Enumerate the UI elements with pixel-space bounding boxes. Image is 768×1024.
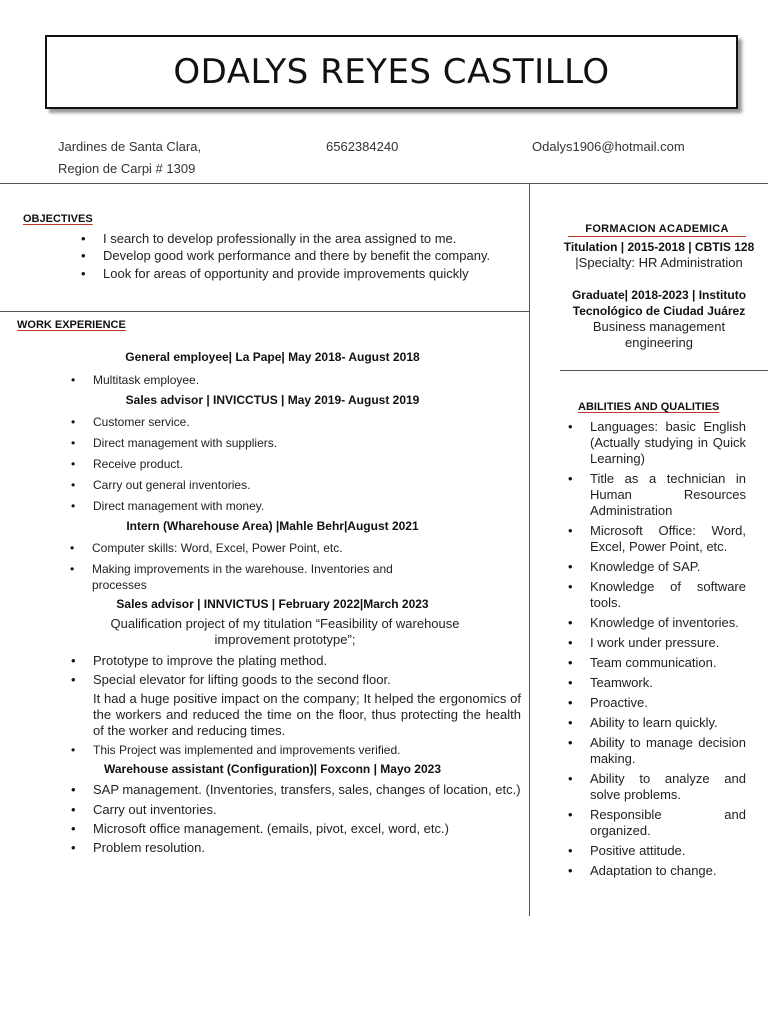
project-impact: It had a huge positive impact on the company; It helped the ergonomics of the workers and reduced the time on the floor, thus protecting the health of the worker and reducing times. <box>93 691 521 738</box>
academic-entry-1 <box>560 239 758 271</box>
job-item: • SAP management. (Inventories, transfers, sales, changes of location, etc.) <box>93 782 521 798</box>
objective-item: • Look for areas of opportunity and provide improvements quickly <box>103 265 498 282</box>
ability-item: • Knowledge of SAP. <box>590 559 746 575</box>
job-item: • Carry out inventories. <box>93 802 521 818</box>
job-item: • Problem resolution. <box>93 840 521 856</box>
job-item: • Direct management with suppliers. <box>93 435 513 451</box>
abilities-title: ABILITIES AND QUALITIES <box>578 401 720 413</box>
objectives-title: OBJECTIVES <box>23 213 93 225</box>
project-intro: Qualification project of my titulation “Feasibility of warehouse improvement prototype”; <box>110 616 460 647</box>
job-items <box>93 742 521 758</box>
job-items <box>93 653 521 688</box>
ability-item: • Ability to analyze and solve problems. <box>590 771 746 803</box>
ability-item: • Languages: basic English (Actually studying in Quick Learning) <box>590 419 746 467</box>
academic-title: FORMACION ACADEMICA <box>568 223 746 237</box>
phone: 6562384240 <box>326 139 399 154</box>
job-items <box>93 414 513 514</box>
academic-entry-1-detail: |Specialty: HR Administration <box>575 255 743 270</box>
academic-entry-1-heading: Titulation | 2015-2018 | CBTIS 128 <box>563 240 755 254</box>
job-heading: Intern (Wharehouse Area) |Mahle Behr|August 2021 <box>126 519 419 533</box>
job-heading: Sales advisor | INVICCTUS | May 2019- August 2019 <box>125 393 420 407</box>
job-item: • Direct management with money. <box>93 498 513 514</box>
job-item: • Computer skills: Word, Excel, Power Point, etc. <box>92 540 432 556</box>
job-item: • Receive product. <box>93 456 513 472</box>
ability-item: • Team communication. <box>590 655 746 671</box>
ability-item: • I work under pressure. <box>590 635 746 651</box>
ability-item: • Ability to manage decision making. <box>590 735 746 767</box>
column-divider <box>529 183 530 916</box>
job-heading: Warehouse assistant (Configuration)| Foxconn | Mayo 2023 <box>104 762 441 776</box>
work-experience-title: WORK EXPERIENCE <box>17 319 126 331</box>
job-heading: Sales advisor | INNVICTUS | February 2022|March 2023 <box>116 597 429 611</box>
job-heading: General employee| La Pape| May 2018- August 2018 <box>125 350 420 364</box>
objective-item: • I search to develop professionally in the area assigned to me. <box>103 230 498 247</box>
objectives-list <box>103 230 498 282</box>
name-box <box>45 35 738 109</box>
job-item: • Customer service. <box>93 414 513 430</box>
job-item: • Special elevator for lifting goods to the second floor. <box>93 672 521 688</box>
job-items <box>93 372 513 388</box>
ability-item: • Knowledge of software tools. <box>590 579 746 611</box>
academic-entry-2 <box>560 287 758 351</box>
ability-item: • Adaptation to change. <box>590 863 746 879</box>
ability-item: • Positive attitude. <box>590 843 746 859</box>
ability-item: • Ability to learn quickly. <box>590 715 746 731</box>
address-line-2: Region de Carpi # 1309 <box>58 161 196 176</box>
address-line-1: Jardines de Santa Clara, <box>58 139 202 154</box>
job-item: • This Project was implemented and improvements verified. <box>93 742 521 758</box>
job-items <box>93 782 521 856</box>
objective-item: • Develop good work performance and there by benefit the company. <box>103 247 498 264</box>
ability-item: • Title as a technician in Human Resources Administration <box>590 471 746 519</box>
job-item: • Prototype to improve the plating method. <box>93 653 521 669</box>
abilities-list <box>590 419 746 883</box>
address <box>58 136 201 180</box>
job-items <box>92 540 432 593</box>
job-item: • Multitask employee. <box>93 372 513 388</box>
header-divider <box>0 183 768 184</box>
candidate-name: ODALYS REYES CASTILLO <box>173 52 610 92</box>
job-item: • Carry out general inventories. <box>93 477 513 493</box>
ability-item: • Responsible and organized. <box>590 807 746 839</box>
ability-item: • Knowledge of inventories. <box>590 615 746 631</box>
academic-entry-2-heading: Graduate| 2018-2023 | Instituto Tecnológico de Ciudad Juárez <box>571 288 747 318</box>
ability-item: • Microsoft Office: Word, Excel, Power Point, etc. <box>590 523 746 555</box>
email: Odalys1906@hotmail.com <box>532 139 685 154</box>
ability-item: • Teamwork. <box>590 675 746 691</box>
ability-item: • Proactive. <box>590 695 746 711</box>
job-item: • Microsoft office management. (emails, pivot, excel, word, etc.) <box>93 821 521 837</box>
job-item: • Making improvements in the warehouse. Inventories and processes <box>92 561 432 593</box>
academic-entry-2-detail: Business management engineering <box>592 319 726 350</box>
academic-divider <box>560 370 768 371</box>
objectives-divider <box>0 311 529 312</box>
